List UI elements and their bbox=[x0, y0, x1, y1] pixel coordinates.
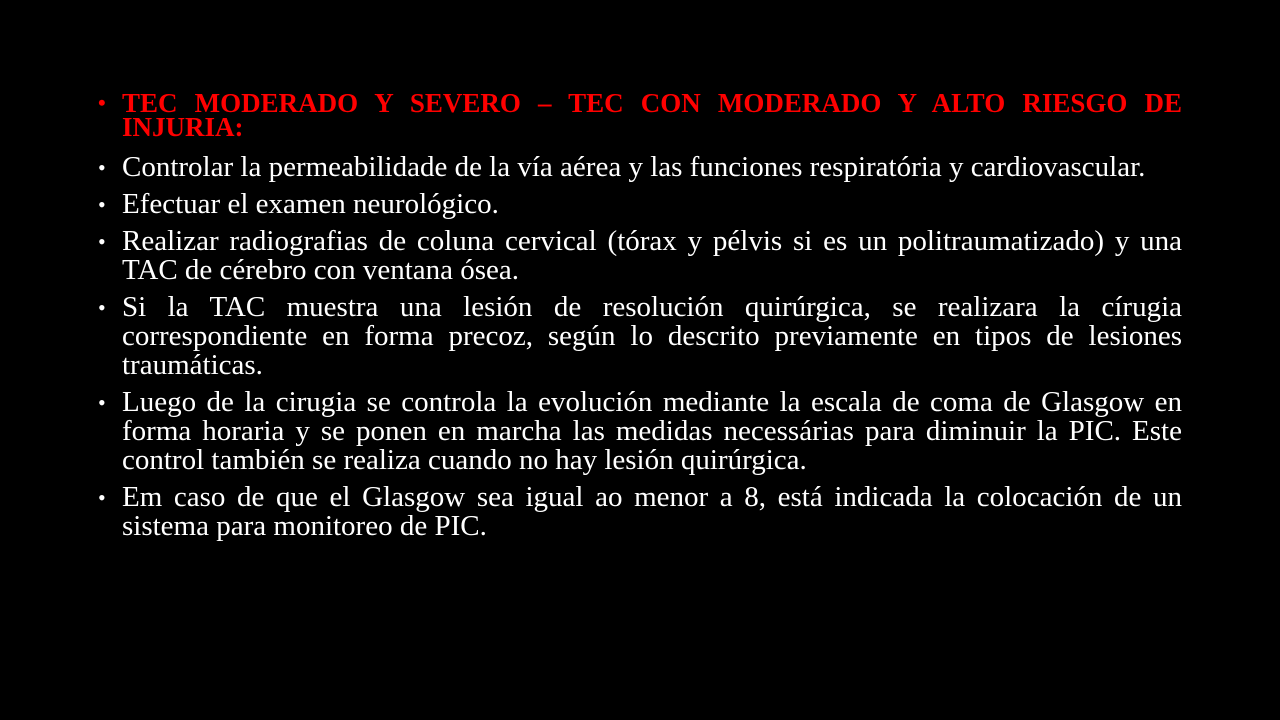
bullet-dot-icon: • bbox=[98, 155, 106, 180]
bullet-item bbox=[98, 483, 1182, 541]
bullet-text: Si la TAC muestra una lesión de resolución quirúrgica, se realizara la círugia correspondiente en forma precoz, según lo descrito previamente en tipos de lesiones traumáticas. bbox=[122, 291, 1182, 381]
bullet-dot-icon: • bbox=[98, 295, 106, 320]
bullet-item bbox=[98, 190, 1182, 219]
bullet-list bbox=[98, 88, 1182, 549]
bullet-heading-text: TEC MODERADO Y SEVERO – TEC CON MODERADO Y ALTO RIESGO DE INJURIA: bbox=[122, 88, 1182, 142]
bullet-dot-icon: • bbox=[98, 485, 106, 510]
bullet-item bbox=[98, 388, 1182, 475]
bullet-item bbox=[98, 227, 1182, 285]
bullet-heading bbox=[98, 88, 1182, 142]
bullet-dot-icon: • bbox=[98, 390, 106, 415]
bullet-dot-icon: • bbox=[98, 229, 106, 254]
bullet-text: Luego de la cirugia se controla la evolución mediante la escala de coma de Glasgow en forma horaria y se ponen en marcha las medidas necessárias para diminuir la PIC. Este control también se realiza cuando no hay lesión quirúrgica. bbox=[122, 386, 1182, 476]
bullet-text: Realizar radiografias de coluna cervical (tórax y pélvis si es un politraumatizado) y una TAC de cérebro con ventana ósea. bbox=[122, 225, 1182, 286]
bullet-text: Efectuar el examen neurológico. bbox=[122, 188, 499, 220]
bullet-dot-icon: • bbox=[98, 192, 106, 217]
bullet-text: Em caso de que el Glasgow sea igual ao menor a 8, está indicada la colocación de un sistema para monitoreo de PIC. bbox=[122, 481, 1182, 542]
bullet-dot-icon: • bbox=[98, 90, 106, 115]
bullet-text: Controlar la permeabilidade de la vía aérea y las funciones respiratória y cardiovascular. bbox=[122, 151, 1146, 183]
bullet-item bbox=[98, 153, 1182, 182]
bullet-item bbox=[98, 293, 1182, 380]
